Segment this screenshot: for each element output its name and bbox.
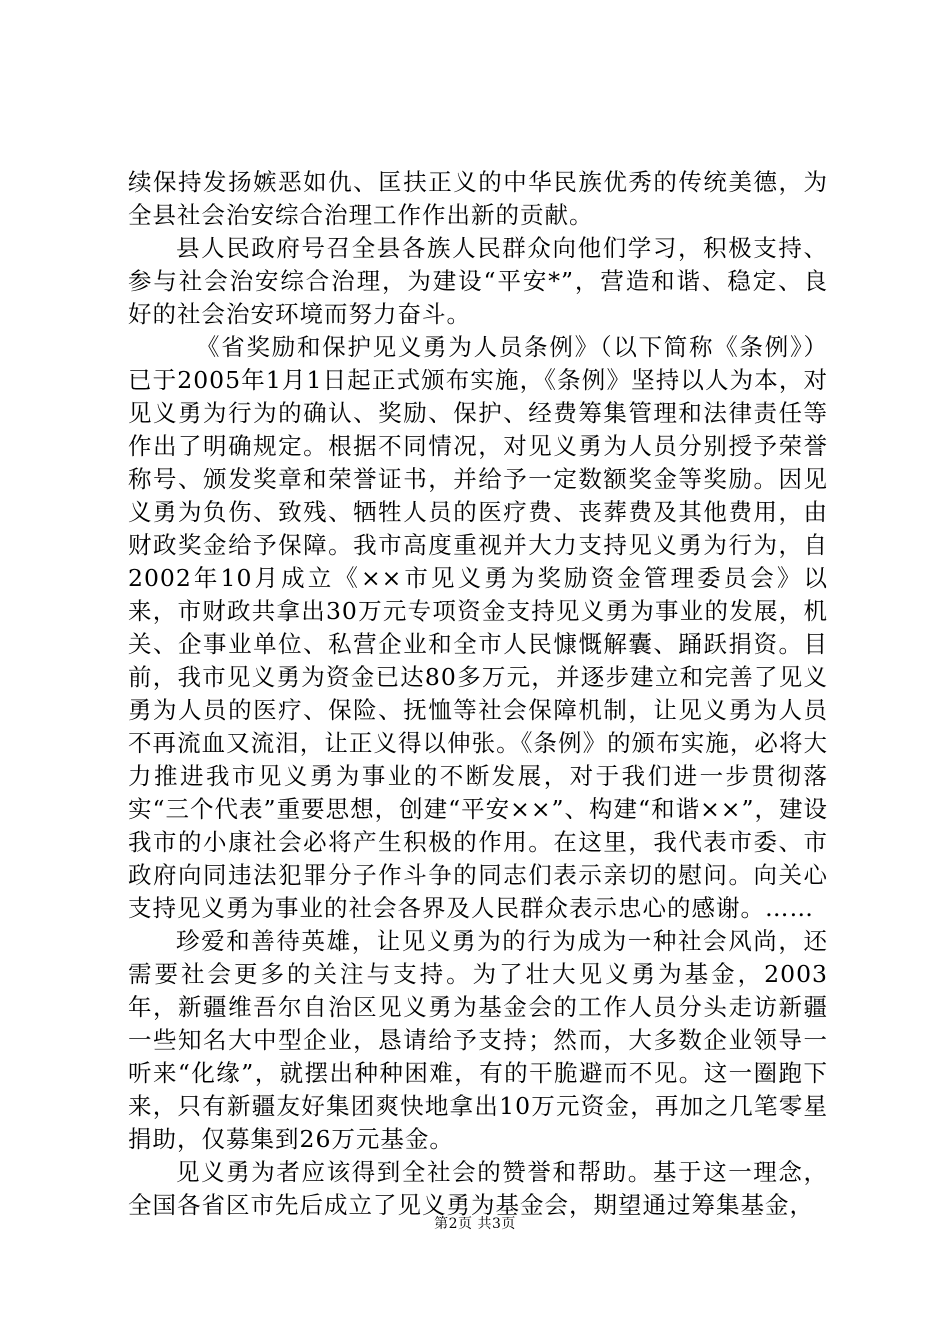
paragraph-society-praise: 见义勇为者应该得到全社会的赞誉和帮助。基于这一理念，全国各省区市先后成立了见义勇为基金会，期望通过筹集基金， bbox=[128, 1158, 828, 1219]
paragraph-county-call: 县人民政府号召全县各族人民群众向他们学习，积极支持、参与社会治安综合治理，为建设“平安*”，营造和谐、稳定、良好的社会治安环境而努力奋斗。 bbox=[128, 234, 828, 328]
document-body bbox=[128, 166, 828, 1222]
page-footer: 第2页 共3页 bbox=[434, 1216, 516, 1232]
paragraph-regulation: 《省奖励和保护见义勇为人员条例》（以下简称《条例》）已于2005年1月1日起正式颁布实施，《条例》坚持以人为本，对见义勇为行为的确认、奖励、保护、经费筹集管理和法律责任等作出了明确规定。根据不同情况，对见义勇为人员分别授予荣誉称号、颁发奖章和荣誉证书，并给予一定数额奖金等奖励。因见义勇为负伤、致残、牺牲人员的医疗费、丧葬费及其他费用，由财政奖金给予保障。我市高度重视并大力支持见义勇为行为，自2002年10月成立《××市见义勇为奖励资金管理委员会》以来，市财政共拿出30万元专项资金支持见义勇为事业的发展，机关、企事业单位、私营企业和全市人民慷慨解囊、踊跃捐资。目前，我市见义勇为资金已达80多万元，并逐步建立和完善了见义勇为人员的医疗、保险、抚恤等社会保障机制，让见义勇为人员不再流血又流泪，让正义得以伸张。《条例》的颁布实施，必将大力推进我市见义勇为事业的不断发展，对于我们进一步贯彻落实“三个代表”重要思想，创建“平安××”、构建“和谐××”，建设我市的小康社会必将产生积极的作用。在这里，我代表市委、市政府向同违法犯罪分子作斗争的同志们表示亲切的慰问。向关心支持见义勇为事业的社会各界及人民群众表示忠心的感谢。…… bbox=[128, 333, 828, 922]
paragraph-continuation: 续保持发扬嫉恶如仇、匡扶正义的中华民族优秀的传统美德，为全县社会治安综合治理工作作出新的贡献。 bbox=[128, 168, 828, 229]
paragraph-cherish-heroes: 珍爱和善待英雄，让见义勇为的行为成为一种社会风尚，还需要社会更多的关注与支持。为了壮大见义勇为基金，2003年，新疆维吾尔自治区见义勇为基金会的工作人员分头走访新疆一些知名大中型企业，恳请给予支持；然而，大多数企业领导一听来“化缘”，就摆出种种困难，有的干脆避而不见。这一圈跑下来，只有新疆友好集团爽快地拿出10万元资金，再加之几笔零星捐助，仅募集到26万元基金。 bbox=[128, 927, 828, 1153]
